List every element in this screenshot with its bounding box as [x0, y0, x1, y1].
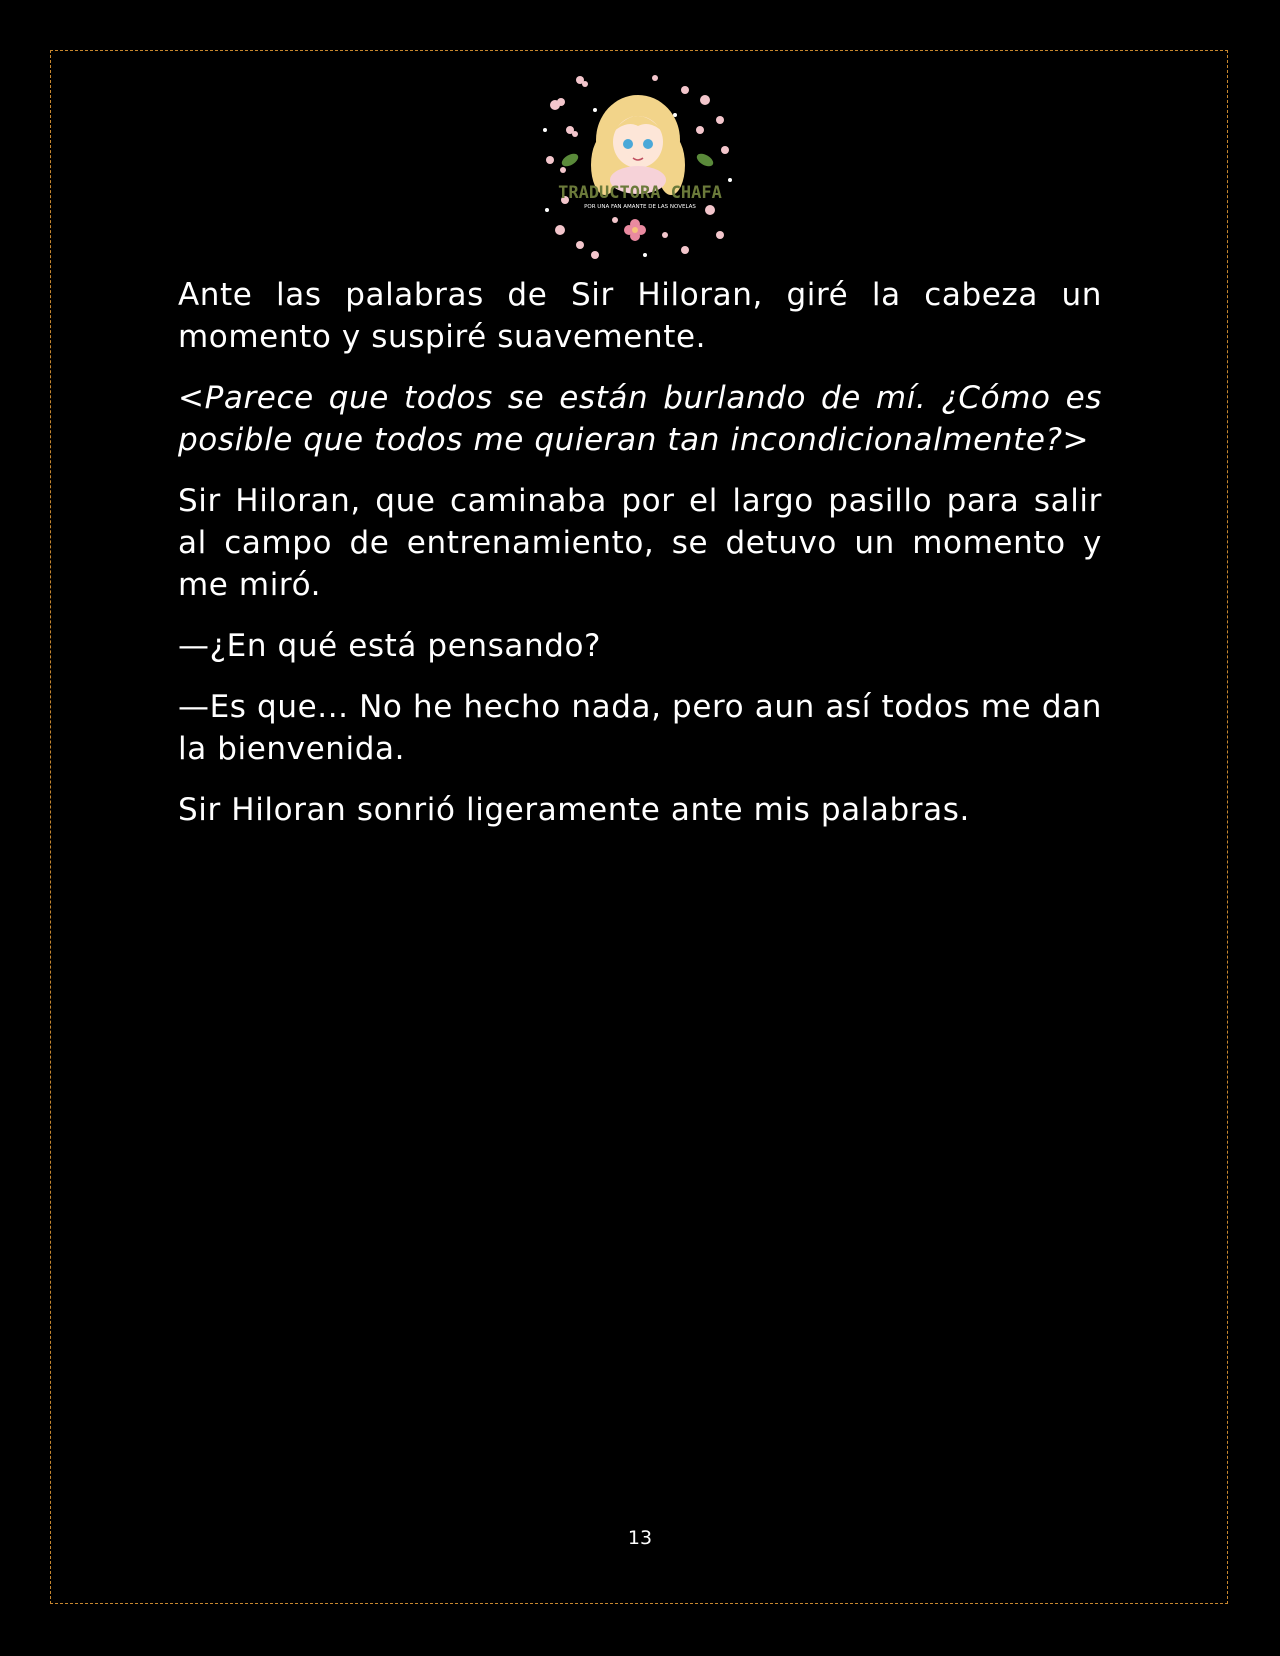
- paragraph: Ante las palabras de Sir Hiloran, giré la cabeza un momento y suspiré suavemente.: [178, 277, 1102, 355]
- page-number: 13: [627, 1527, 653, 1549]
- traductora-chafa-logo: [535, 70, 745, 270]
- logo-subtitle: POR UNA FAN AMANTE DE LAS NOVELAS: [584, 204, 696, 210]
- chapter-text: [178, 274, 1102, 850]
- paragraph: Sir Hiloran sonrió ligeramente ante mis palabras.: [178, 792, 970, 828]
- paragraph-dialogue: —Es que... No he hecho nada, pero aun así todos me dan la bienvenida.: [178, 689, 1102, 767]
- logo-image: [535, 70, 745, 270]
- paragraph-dialogue: —¿En qué está pensando?: [178, 628, 602, 664]
- logo-title: TRADUCTORA CHAFA: [558, 183, 722, 203]
- paragraph: Sir Hiloran, que caminaba por el largo pasillo para salir al campo de entrenamiento, se detuvo un momento y me miró.: [178, 483, 1102, 603]
- paragraph-thought: <Parece que todos se están burlando de mí. ¿Cómo es posible que todos me quieran tan incondicionalmente?>: [178, 380, 1102, 458]
